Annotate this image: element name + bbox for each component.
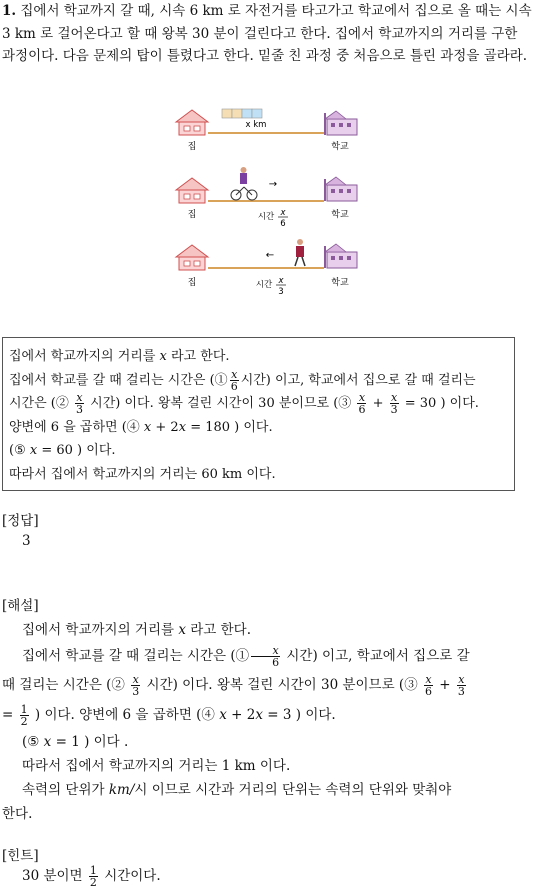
process-line-1: 집에서 학교까지의 거리를 x 라고 한다. (9, 349, 230, 364)
solution-line-6: 따라서 집에서 학교까지의 거리는 1 km 이다. (22, 758, 291, 774)
solution-line-3: 때 걸리는 시간은 (② $\frac{x}{3}$ 시간) 이다. 왕복 걸린 시간이 30 분이므로 (③ $\frac{x}{6}$ + $\frac{x}{3}$ (2, 673, 465, 698)
figure-row-walking (176, 239, 357, 297)
process-line-2: 집에서 학교를 갈 때 걸리는 시간은 (① $\frac{x}{6}$ 시간) 이고, 학교에서 집으로 갈 때 걸리는 (9, 367, 476, 393)
problem-figure (170, 105, 370, 305)
arrow-right-icon: → (268, 179, 278, 190)
cyclist-icon (231, 167, 257, 200)
solution-line-8: 한다. (2, 806, 33, 822)
time-label-2: 시간 (257, 212, 275, 222)
answer-value: 3 (22, 533, 31, 549)
solution-body (2, 618, 532, 826)
arrow-left-icon: ← (265, 250, 275, 261)
distance-label: x km (245, 120, 267, 130)
process-box (2, 337, 515, 491)
solution-line-1: 집에서 학교까지의 거리를 x 라고 한다. (22, 622, 252, 638)
problem-text (2, 0, 532, 68)
fraction-x-6: $\frac{x}{6}$ (230, 367, 238, 393)
process-line-4: 양변에 6 을 곱하면 (④ x + 2x = 180 ) 이다. (9, 419, 273, 435)
solution-line-5: (⑤ x = 1 ) 이다 . (22, 734, 129, 750)
figure-row-bicycle (176, 167, 357, 229)
walker-icon (295, 239, 305, 266)
problem-body: 집에서 학교까지 갈 때, 시속 6 km 로 자전거를 타고가고 학교에서 집으로 올 때는 시속 3 km 로 걸어온다고 할 때 왕복 30 분이 걸린다고 한다. 집에서 학교까지의 거리를 구한 과정이다. 다음 문제의 탑이 틀렸다고 한다. 밑줄 친 과정 중 처음으로 틀린 과정을 골라라. (2, 3, 532, 64)
school-icon (324, 111, 357, 135)
hint-text: 30 분이면 $\frac{1}{2}$ 시간이다. (22, 864, 161, 889)
process-line-6: 따라서 집에서 학교까지의 거리는 60 km 이다. (9, 466, 276, 482)
school-icon (324, 177, 357, 201)
frac-x-3: x (278, 276, 284, 286)
solution-line-2: 집에서 학교를 갈 때 걸리는 시간은 (① $\frac{x}{6}$ 시간) 이고, 학교에서 집으로 갈 (22, 644, 470, 669)
school-icon (324, 244, 357, 268)
fraction-x-3: $\frac{x}{3}$ (76, 391, 84, 416)
school-label-1: 학교 (331, 142, 349, 152)
house-icon (176, 110, 208, 135)
house-icon (176, 245, 208, 270)
school-label-2: 학교 (331, 210, 349, 220)
home-label-2: 집 (187, 210, 197, 220)
solution-label: [해설] (2, 598, 39, 614)
process-line-3: 시간은 (② $\frac{x}{3}$ 시간) 이다. 왕복 걸린 시간이 30 분이므로 (③ $\frac{x}{6}$ + $\frac{x}{3}$ = 30 ) 이다. (9, 391, 479, 416)
answer-label: [정답] (2, 513, 39, 529)
frac-x-2: x (280, 208, 286, 218)
solution-line-7: 속력의 단위가 km/시 이므로 시간과 거리의 단위는 속력의 단위와 맞춰야 (22, 782, 452, 798)
school-label-3: 학교 (331, 278, 349, 288)
house-icon (176, 178, 208, 203)
frac-6: 6 (280, 219, 286, 229)
home-label-1: 집 (187, 142, 197, 152)
frac-3: 3 (278, 287, 284, 297)
hint-label: [힌트] (2, 848, 39, 864)
solution-line-4: = $\frac{1}{2}$ ) 이다. 양변에 6 을 곱하면 (④ x + 2x = 3 ) 이다. (2, 703, 336, 728)
figure-row-distance (176, 109, 357, 152)
home-label-3: 집 (187, 278, 197, 288)
process-line-5: (⑤ x = 60 ) 이다. (9, 443, 116, 458)
problem-number: 1. (2, 3, 17, 19)
time-label-3: 시간 (255, 280, 273, 290)
